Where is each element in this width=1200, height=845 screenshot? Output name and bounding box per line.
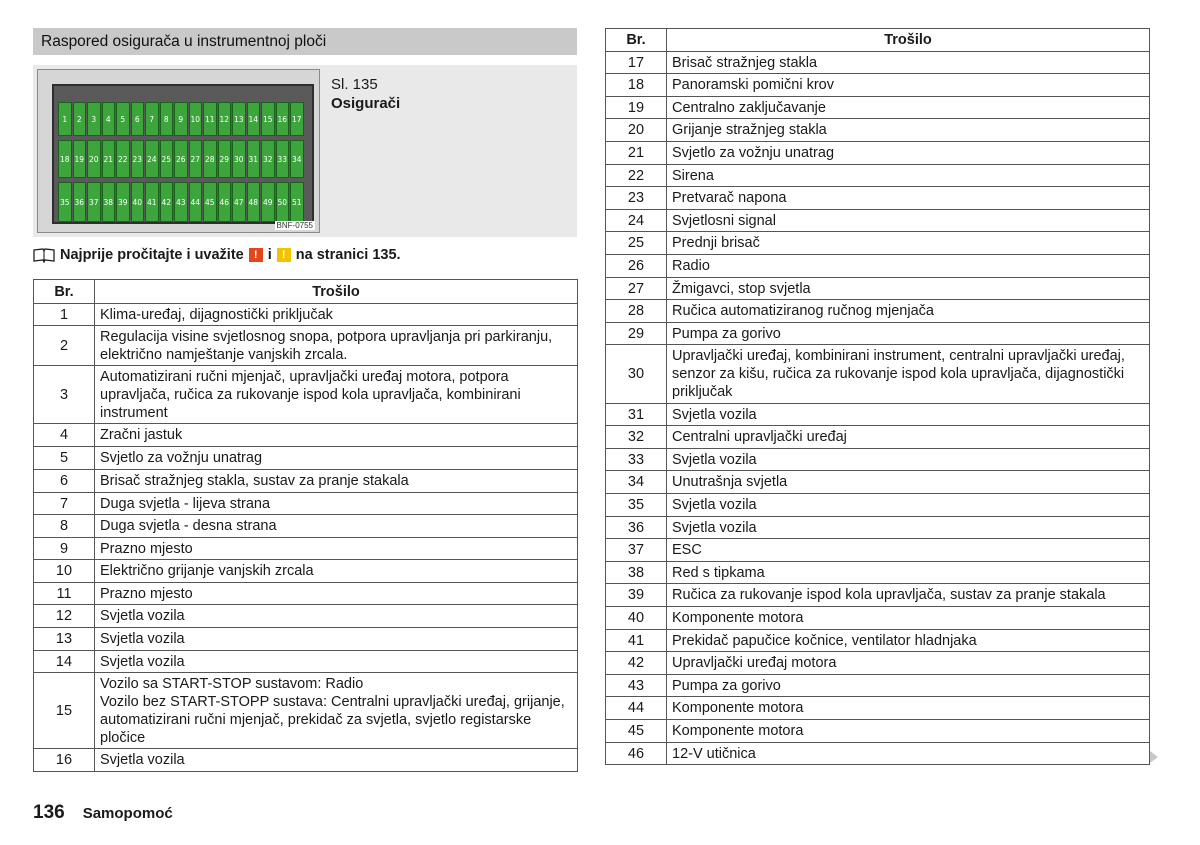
- fuse-consumer: Unutrašnja svjetla: [667, 471, 1150, 494]
- fuse-slot: 17: [290, 102, 304, 136]
- fuse-consumer: Klima-uređaj, dijagnostički priključak: [95, 304, 578, 326]
- fuse-slot: 24: [145, 140, 159, 178]
- warning-yellow-icon: !: [277, 248, 291, 262]
- table-header-row: [34, 280, 578, 304]
- fuse-consumer: Svjetla vozila: [667, 494, 1150, 517]
- fuse-number: 41: [606, 630, 667, 652]
- table-row: [606, 720, 1150, 743]
- column-header-number: Br.: [606, 29, 667, 52]
- fuse-slot: 34: [290, 140, 304, 178]
- fuse-number: 28: [606, 300, 667, 323]
- fuse-number: 3: [34, 366, 95, 424]
- fuse-slot: 14: [247, 102, 261, 136]
- note-text-after: na stranici 135.: [295, 247, 401, 263]
- table-row: [606, 743, 1150, 765]
- fuse-consumer: Centralno zaključavanje: [667, 97, 1150, 119]
- fuse-number: 15: [34, 673, 95, 749]
- column-header-number: Br.: [34, 280, 95, 304]
- table-row: [606, 630, 1150, 652]
- table-row: [34, 673, 578, 749]
- fuse-slot: 38: [102, 182, 116, 222]
- fuse-consumer: Red s tipkama: [667, 562, 1150, 584]
- table-row: [34, 470, 578, 493]
- fuse-slot: 8: [160, 102, 174, 136]
- fuse-slot: 33: [276, 140, 290, 178]
- fuse-number: 36: [606, 517, 667, 539]
- table-row: [606, 165, 1150, 187]
- table-row: [606, 345, 1150, 404]
- section-title: Raspored osigurača u instrumentnoj ploči: [33, 28, 577, 55]
- table-row: [606, 494, 1150, 517]
- fuse-consumer: Zračni jastuk: [95, 424, 578, 447]
- fuse-number: 16: [34, 749, 95, 772]
- table-row: [606, 449, 1150, 471]
- fuse-consumer: Svjetla vozila: [95, 749, 578, 772]
- fuse-slot: 23: [131, 140, 145, 178]
- fuse-consumer: Prednji brisač: [667, 232, 1150, 255]
- fuse-consumer: ESC: [667, 539, 1150, 562]
- fuse-slot: 32: [261, 140, 275, 178]
- read-first-note: [33, 244, 401, 266]
- table-row: [34, 583, 578, 605]
- figure-caption: [331, 75, 400, 113]
- table-row: [34, 447, 578, 470]
- fuse-consumer: Prekidač papučice kočnice, ventilator hladnjaka: [667, 630, 1150, 652]
- fuse-slot: 28: [203, 140, 217, 178]
- table-row: [34, 651, 578, 673]
- fuse-slot: 15: [261, 102, 275, 136]
- fuse-consumer: Panoramski pomični krov: [667, 74, 1150, 97]
- fuse-consumer: Duga svjetla - desna strana: [95, 515, 578, 538]
- fuse-slot: 16: [276, 102, 290, 136]
- fuse-slot: 49: [261, 182, 275, 222]
- fuse-consumer: Komponente motora: [667, 607, 1150, 630]
- fuse-slot: 12: [218, 102, 232, 136]
- fuse-number: 8: [34, 515, 95, 538]
- fuse-number: 1: [34, 304, 95, 326]
- fuse-consumer: Svjetla vozila: [667, 517, 1150, 539]
- fuse-consumer: Brisač stražnjeg stakla, sustav za pranje stakala: [95, 470, 578, 493]
- table-row: [606, 675, 1150, 697]
- fuse-slot: 6: [131, 102, 145, 136]
- chapter-name: Samopomoć: [82, 805, 173, 822]
- fuse-consumer: Regulacija visine svjetlosnog snopa, potpora upravljanja pri parkiranju, električno namještanje vanjskih zrcala.: [95, 326, 578, 366]
- table-row: [606, 607, 1150, 630]
- table-row: [34, 304, 578, 326]
- table-row: [34, 605, 578, 628]
- table-row: [34, 326, 578, 366]
- fuse-number: 18: [606, 74, 667, 97]
- fuse-consumer: Centralni upravljački uređaj: [667, 426, 1150, 449]
- fuse-number: 29: [606, 323, 667, 345]
- fuse-slot: 2: [73, 102, 87, 136]
- fuse-slot: 20: [87, 140, 101, 178]
- fuse-consumer: Prazno mjesto: [95, 583, 578, 605]
- fuse-number: 10: [34, 560, 95, 583]
- fuse-slot: 9: [174, 102, 188, 136]
- fuse-consumer: Svjetlo za vožnju unatrag: [95, 447, 578, 470]
- table-header-row: [606, 29, 1150, 52]
- fuse-number: 22: [606, 165, 667, 187]
- fuse-consumer: 12-V utičnica: [667, 743, 1150, 765]
- fuse-slot: 11: [203, 102, 217, 136]
- fuse-slot: 45: [203, 182, 217, 222]
- next-page-arrow-icon: [1150, 751, 1158, 763]
- fuse-number: 23: [606, 187, 667, 210]
- fuse-number: 46: [606, 743, 667, 765]
- table-row: [606, 517, 1150, 539]
- fuse-number: 27: [606, 278, 667, 300]
- fuse-slot: 1: [58, 102, 72, 136]
- fuse-number: 44: [606, 697, 667, 720]
- fuse-slot: 30: [232, 140, 246, 178]
- fuse-slot: 50: [276, 182, 290, 222]
- fuse-consumer: Automatizirani ručni mjenjač, upravljački uređaj motora, potpora upravljača, ručica za rukovanje ispod kola upravljača, kombinirani instrument: [95, 366, 578, 424]
- fuse-consumer: Komponente motora: [667, 697, 1150, 720]
- fuse-number: 21: [606, 142, 667, 165]
- image-code: BNF-0755: [276, 221, 313, 230]
- fuse-slot: 18: [58, 140, 72, 178]
- fuse-slot: 22: [116, 140, 130, 178]
- figure-number: Sl. 135: [331, 76, 378, 93]
- table-row: [606, 142, 1150, 165]
- fuse-number: 7: [34, 493, 95, 515]
- fuse-number: 4: [34, 424, 95, 447]
- table-row: [606, 74, 1150, 97]
- fuse-number: 26: [606, 255, 667, 278]
- fuse-slot: 42: [160, 182, 174, 222]
- table-row: [34, 493, 578, 515]
- table-row: [34, 424, 578, 447]
- fuse-consumer: Ručica automatiziranog ručnog mjenjača: [667, 300, 1150, 323]
- fuse-number: 5: [34, 447, 95, 470]
- fuse-table-left: [33, 279, 578, 772]
- fuse-consumer: Upravljački uređaj, kombinirani instrument, centralni upravljački uređaj, senzor za kišu, ručica za rukovanje ispod kola upravljača, dijagnostički priključak: [667, 345, 1150, 404]
- column-header-consumer: Trošilo: [95, 280, 578, 304]
- fuse-consumer: Sirena: [667, 165, 1150, 187]
- table-row: [606, 232, 1150, 255]
- page-footer: [33, 802, 173, 824]
- fuse-slot: 29: [218, 140, 232, 178]
- fuse-slot: 5: [116, 102, 130, 136]
- fuse-number: 6: [34, 470, 95, 493]
- fuse-box-frame: [52, 84, 314, 224]
- fuse-slot: 3: [87, 102, 101, 136]
- table-row: [606, 426, 1150, 449]
- fuse-number: 42: [606, 652, 667, 675]
- figure-title: Osigurači: [331, 95, 401, 112]
- column-header-consumer: Trošilo: [667, 29, 1150, 52]
- fuse-slot: 36: [73, 182, 87, 222]
- fuse-number: 13: [34, 628, 95, 651]
- fuse-number: 17: [606, 52, 667, 74]
- fuse-number: 11: [34, 583, 95, 605]
- table-row: [606, 278, 1150, 300]
- table-row: [606, 584, 1150, 607]
- figure-box: [33, 65, 577, 237]
- table-row: [34, 515, 578, 538]
- fuse-slot: 19: [73, 140, 87, 178]
- fuse-slot: 37: [87, 182, 101, 222]
- table-row: [606, 119, 1150, 142]
- book-icon: [33, 247, 55, 263]
- fuse-slot: 7: [145, 102, 159, 136]
- fuse-slot: 35: [58, 182, 72, 222]
- fuse-table-right: [605, 28, 1150, 765]
- fuse-number: 30: [606, 345, 667, 404]
- fuse-consumer: Pretvarač napona: [667, 187, 1150, 210]
- fuse-slot: 21: [102, 140, 116, 178]
- fuse-slot: 13: [232, 102, 246, 136]
- note-conjunction: i: [267, 247, 272, 263]
- fuse-consumer: Prazno mjesto: [95, 538, 578, 560]
- fuse-number: 45: [606, 720, 667, 743]
- fuse-slot: 47: [232, 182, 246, 222]
- fuse-number: 24: [606, 210, 667, 232]
- fuse-slot: 10: [189, 102, 203, 136]
- fuse-number: 31: [606, 404, 667, 426]
- fuse-consumer: Svjetlo za vožnju unatrag: [667, 142, 1150, 165]
- fuse-consumer: Pumpa za gorivo: [667, 675, 1150, 697]
- fuse-number: 14: [34, 651, 95, 673]
- fuse-consumer: Svjetla vozila: [95, 605, 578, 628]
- fuse-number: 25: [606, 232, 667, 255]
- fuse-consumer: Grijanje stražnjeg stakla: [667, 119, 1150, 142]
- fuse-slot: 40: [131, 182, 145, 222]
- fuse-consumer: Ručica za rukovanje ispod kola upravljača, sustav za pranje stakala: [667, 584, 1150, 607]
- fuse-slot: 48: [247, 182, 261, 222]
- fuse-slot: 4: [102, 102, 116, 136]
- fuse-number: 35: [606, 494, 667, 517]
- fuse-number: 37: [606, 539, 667, 562]
- table-row: [606, 300, 1150, 323]
- fuse-slot: 27: [189, 140, 203, 178]
- fuse-number: 2: [34, 326, 95, 366]
- fuse-number: 43: [606, 675, 667, 697]
- fuse-slot: 26: [174, 140, 188, 178]
- table-row: [34, 538, 578, 560]
- fuse-number: 19: [606, 97, 667, 119]
- fuse-consumer: Vozilo sa START-STOP sustavom: Radio Vozilo bez START-STOPP sustava: Centralni upravljački uređaj, grijanje, automatizirani ručni mjenjač, prekidač za svjetla, svjetlo registarske pločice: [95, 673, 578, 749]
- fuse-slot: 39: [116, 182, 130, 222]
- fuse-slot: 51: [290, 182, 304, 222]
- fuse-number: 9: [34, 538, 95, 560]
- fuse-slot: 43: [174, 182, 188, 222]
- table-row: [606, 539, 1150, 562]
- fuse-consumer: Električno grijanje vanjskih zrcala: [95, 560, 578, 583]
- fuse-consumer: Svjetla vozila: [95, 628, 578, 651]
- fuse-number: 33: [606, 449, 667, 471]
- fuse-number: 12: [34, 605, 95, 628]
- table-row: [606, 404, 1150, 426]
- fuse-slot: 46: [218, 182, 232, 222]
- fuse-number: 40: [606, 607, 667, 630]
- fuse-consumer: Svjetla vozila: [667, 404, 1150, 426]
- table-row: [606, 697, 1150, 720]
- warning-red-icon: !: [249, 248, 263, 262]
- fuse-consumer: Brisač stražnjeg stakla: [667, 52, 1150, 74]
- fuse-number: 32: [606, 426, 667, 449]
- fuse-consumer: Komponente motora: [667, 720, 1150, 743]
- table-row: [606, 323, 1150, 345]
- table-row: [34, 628, 578, 651]
- table-row: [606, 471, 1150, 494]
- table-row: [34, 749, 578, 772]
- table-row: [606, 210, 1150, 232]
- fuse-consumer: Upravljački uređaj motora: [667, 652, 1150, 675]
- fuse-consumer: Svjetla vozila: [95, 651, 578, 673]
- table-row: [606, 97, 1150, 119]
- table-row: [606, 52, 1150, 74]
- table-row: [606, 187, 1150, 210]
- fuse-number: 20: [606, 119, 667, 142]
- fuse-consumer: Svjetla vozila: [667, 449, 1150, 471]
- fuse-slot: 31: [247, 140, 261, 178]
- table-row: [606, 255, 1150, 278]
- fuse-number: 38: [606, 562, 667, 584]
- page-number: 136: [33, 802, 65, 823]
- table-row: [34, 366, 578, 424]
- note-text-before: Najprije pročitajte i uvažite: [60, 247, 244, 263]
- fuse-consumer: Svjetlosni signal: [667, 210, 1150, 232]
- fuse-consumer: Žmigavci, stop svjetla: [667, 278, 1150, 300]
- fuse-slot: 25: [160, 140, 174, 178]
- fuse-number: 34: [606, 471, 667, 494]
- fuse-number: 39: [606, 584, 667, 607]
- table-row: [606, 652, 1150, 675]
- table-row: [34, 560, 578, 583]
- table-row: [606, 562, 1150, 584]
- fuse-box-illustration: [37, 69, 320, 233]
- fuse-consumer: Radio: [667, 255, 1150, 278]
- fuse-slot: 44: [189, 182, 203, 222]
- fuse-slot: 41: [145, 182, 159, 222]
- fuse-consumer: Pumpa za gorivo: [667, 323, 1150, 345]
- fuse-consumer: Duga svjetla - lijeva strana: [95, 493, 578, 515]
